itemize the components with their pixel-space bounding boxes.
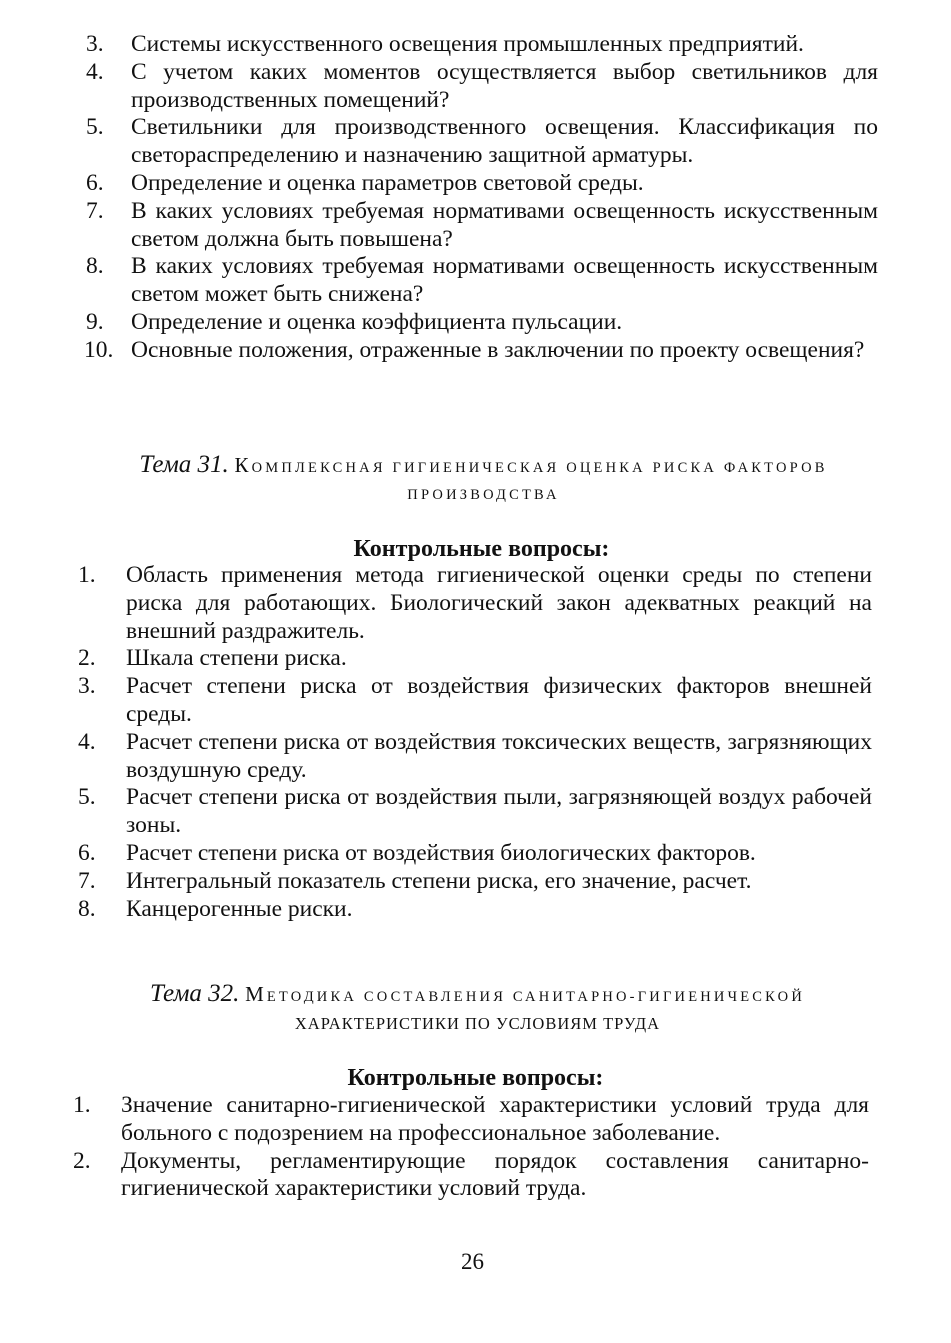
list-item xyxy=(78,784,872,840)
item-number: 5. xyxy=(86,114,104,141)
list-item xyxy=(84,336,878,365)
item-text: Системы искусственного освещения промышленных предприятий. xyxy=(131,31,804,57)
item-number: 6. xyxy=(86,169,104,196)
item-number: 3. xyxy=(78,673,96,700)
list-item xyxy=(86,308,878,337)
item-text: Значение санитарно-гигиенической характеристики условий труда для больного с подозрением на профессиональное заболевание. xyxy=(121,1092,869,1146)
item-text: Шкала степени риска. xyxy=(126,645,347,672)
item-number: 9. xyxy=(86,308,104,335)
list-item xyxy=(86,114,878,170)
item-text: Определение и оценка коэффициента пульсации. xyxy=(131,308,623,335)
list-item xyxy=(86,253,878,309)
item-text: Расчет степени риска от воздействия пыли, загрязняющей воздух рабочей зоны. xyxy=(126,784,872,839)
list-item xyxy=(73,1092,869,1148)
topic-label: Тема 32. xyxy=(149,980,240,1007)
item-number: 2. xyxy=(78,645,96,672)
item-number: 4. xyxy=(78,728,96,755)
item-number: 8. xyxy=(86,253,104,280)
list-item xyxy=(78,839,872,868)
section-heading: Контрольные вопросы: xyxy=(347,1065,604,1091)
item-text: Документы, регламентирующие порядок составления санитарно-гигиенической характеристики условий труда. xyxy=(121,1147,869,1202)
item-number: 1. xyxy=(73,1092,91,1118)
item-number: 7. xyxy=(78,867,96,894)
question-list-topic-32 xyxy=(73,1092,869,1203)
topic-title-line1: МЕТОДИКА СОСТАВЛЕНИЯ САНИТАРНО-ГИГИЕНИЧЕСКОЙ xyxy=(245,982,806,1006)
topic-label: Тема 31. xyxy=(139,451,229,478)
item-number: 10. xyxy=(84,336,114,363)
list-item xyxy=(78,673,872,729)
topic-title-line2: ПРОИЗВОДСТВА xyxy=(407,487,560,503)
item-number: 8. xyxy=(78,895,96,922)
topic-title-line1: КОМПЛЕКСНАЯ ГИГИЕНИЧЕСКАЯ ОЦЕНКА РИСКА ФАКТОРОВ xyxy=(234,453,828,477)
item-text: Канцерогенные риски. xyxy=(126,895,353,922)
list-item xyxy=(86,31,878,59)
topic-title-line2: ХАРАКТЕРИСТИКИ ПО УСЛОВИЯМ ТРУДА xyxy=(294,1014,661,1033)
item-number: 4. xyxy=(86,58,104,85)
item-text: Интегральный показатель степени риска, его значение, расчет. xyxy=(126,867,752,894)
item-text: В каких условиях требуемая нормативами освещенность искусственным светом может быть снижена? xyxy=(131,253,878,308)
page-number: 26 xyxy=(461,1249,484,1274)
item-text: Светильники для производственного освещения. Классификация по светораспределению и назначению защитной арматуры. xyxy=(131,114,878,169)
list-item xyxy=(78,645,872,673)
question-list-topic-31 xyxy=(78,562,872,923)
list-item xyxy=(78,867,872,896)
item-number: 1. xyxy=(78,562,96,588)
list-item xyxy=(78,562,872,645)
item-text: Расчет степени риска от воздействия физических факторов внешней среды. xyxy=(126,673,872,727)
item-text: Область применения метода гигиенической оценки среды по степени риска для работающих. Биологический закон адекватных реакций на внешний раздражитель. xyxy=(126,562,872,644)
list-item xyxy=(86,197,878,254)
list-item xyxy=(73,1147,869,1204)
list-item xyxy=(86,58,878,115)
section-heading: Контрольные вопросы: xyxy=(353,536,610,562)
item-text: Основные положения, отраженные в заключении по проекту освещения? xyxy=(131,336,865,363)
item-number: 7. xyxy=(86,197,104,224)
question-list-lighting xyxy=(84,31,878,365)
list-item xyxy=(86,169,878,198)
list-item xyxy=(78,728,872,785)
item-number: 6. xyxy=(78,839,96,866)
list-item xyxy=(78,895,872,924)
topic-32-title xyxy=(2,979,951,1036)
item-number: 5. xyxy=(78,784,96,811)
item-text: В каких условиях требуемая нормативами освещенность искусственным светом должна быть повышена? xyxy=(131,197,878,252)
item-number: 3. xyxy=(86,31,104,57)
item-text: С учетом каких моментов осуществляется выбор светильников для производственных помещений? xyxy=(131,58,878,113)
item-text: Определение и оценка параметров световой среды. xyxy=(131,169,644,196)
item-text: Расчет степени риска от воздействия токсических веществ, загрязняющих воздушную среду. xyxy=(126,728,872,783)
item-number: 2. xyxy=(73,1147,91,1174)
topic-31-title xyxy=(8,450,951,507)
item-text: Расчет степени риска от воздействия биологических факторов. xyxy=(126,839,756,866)
